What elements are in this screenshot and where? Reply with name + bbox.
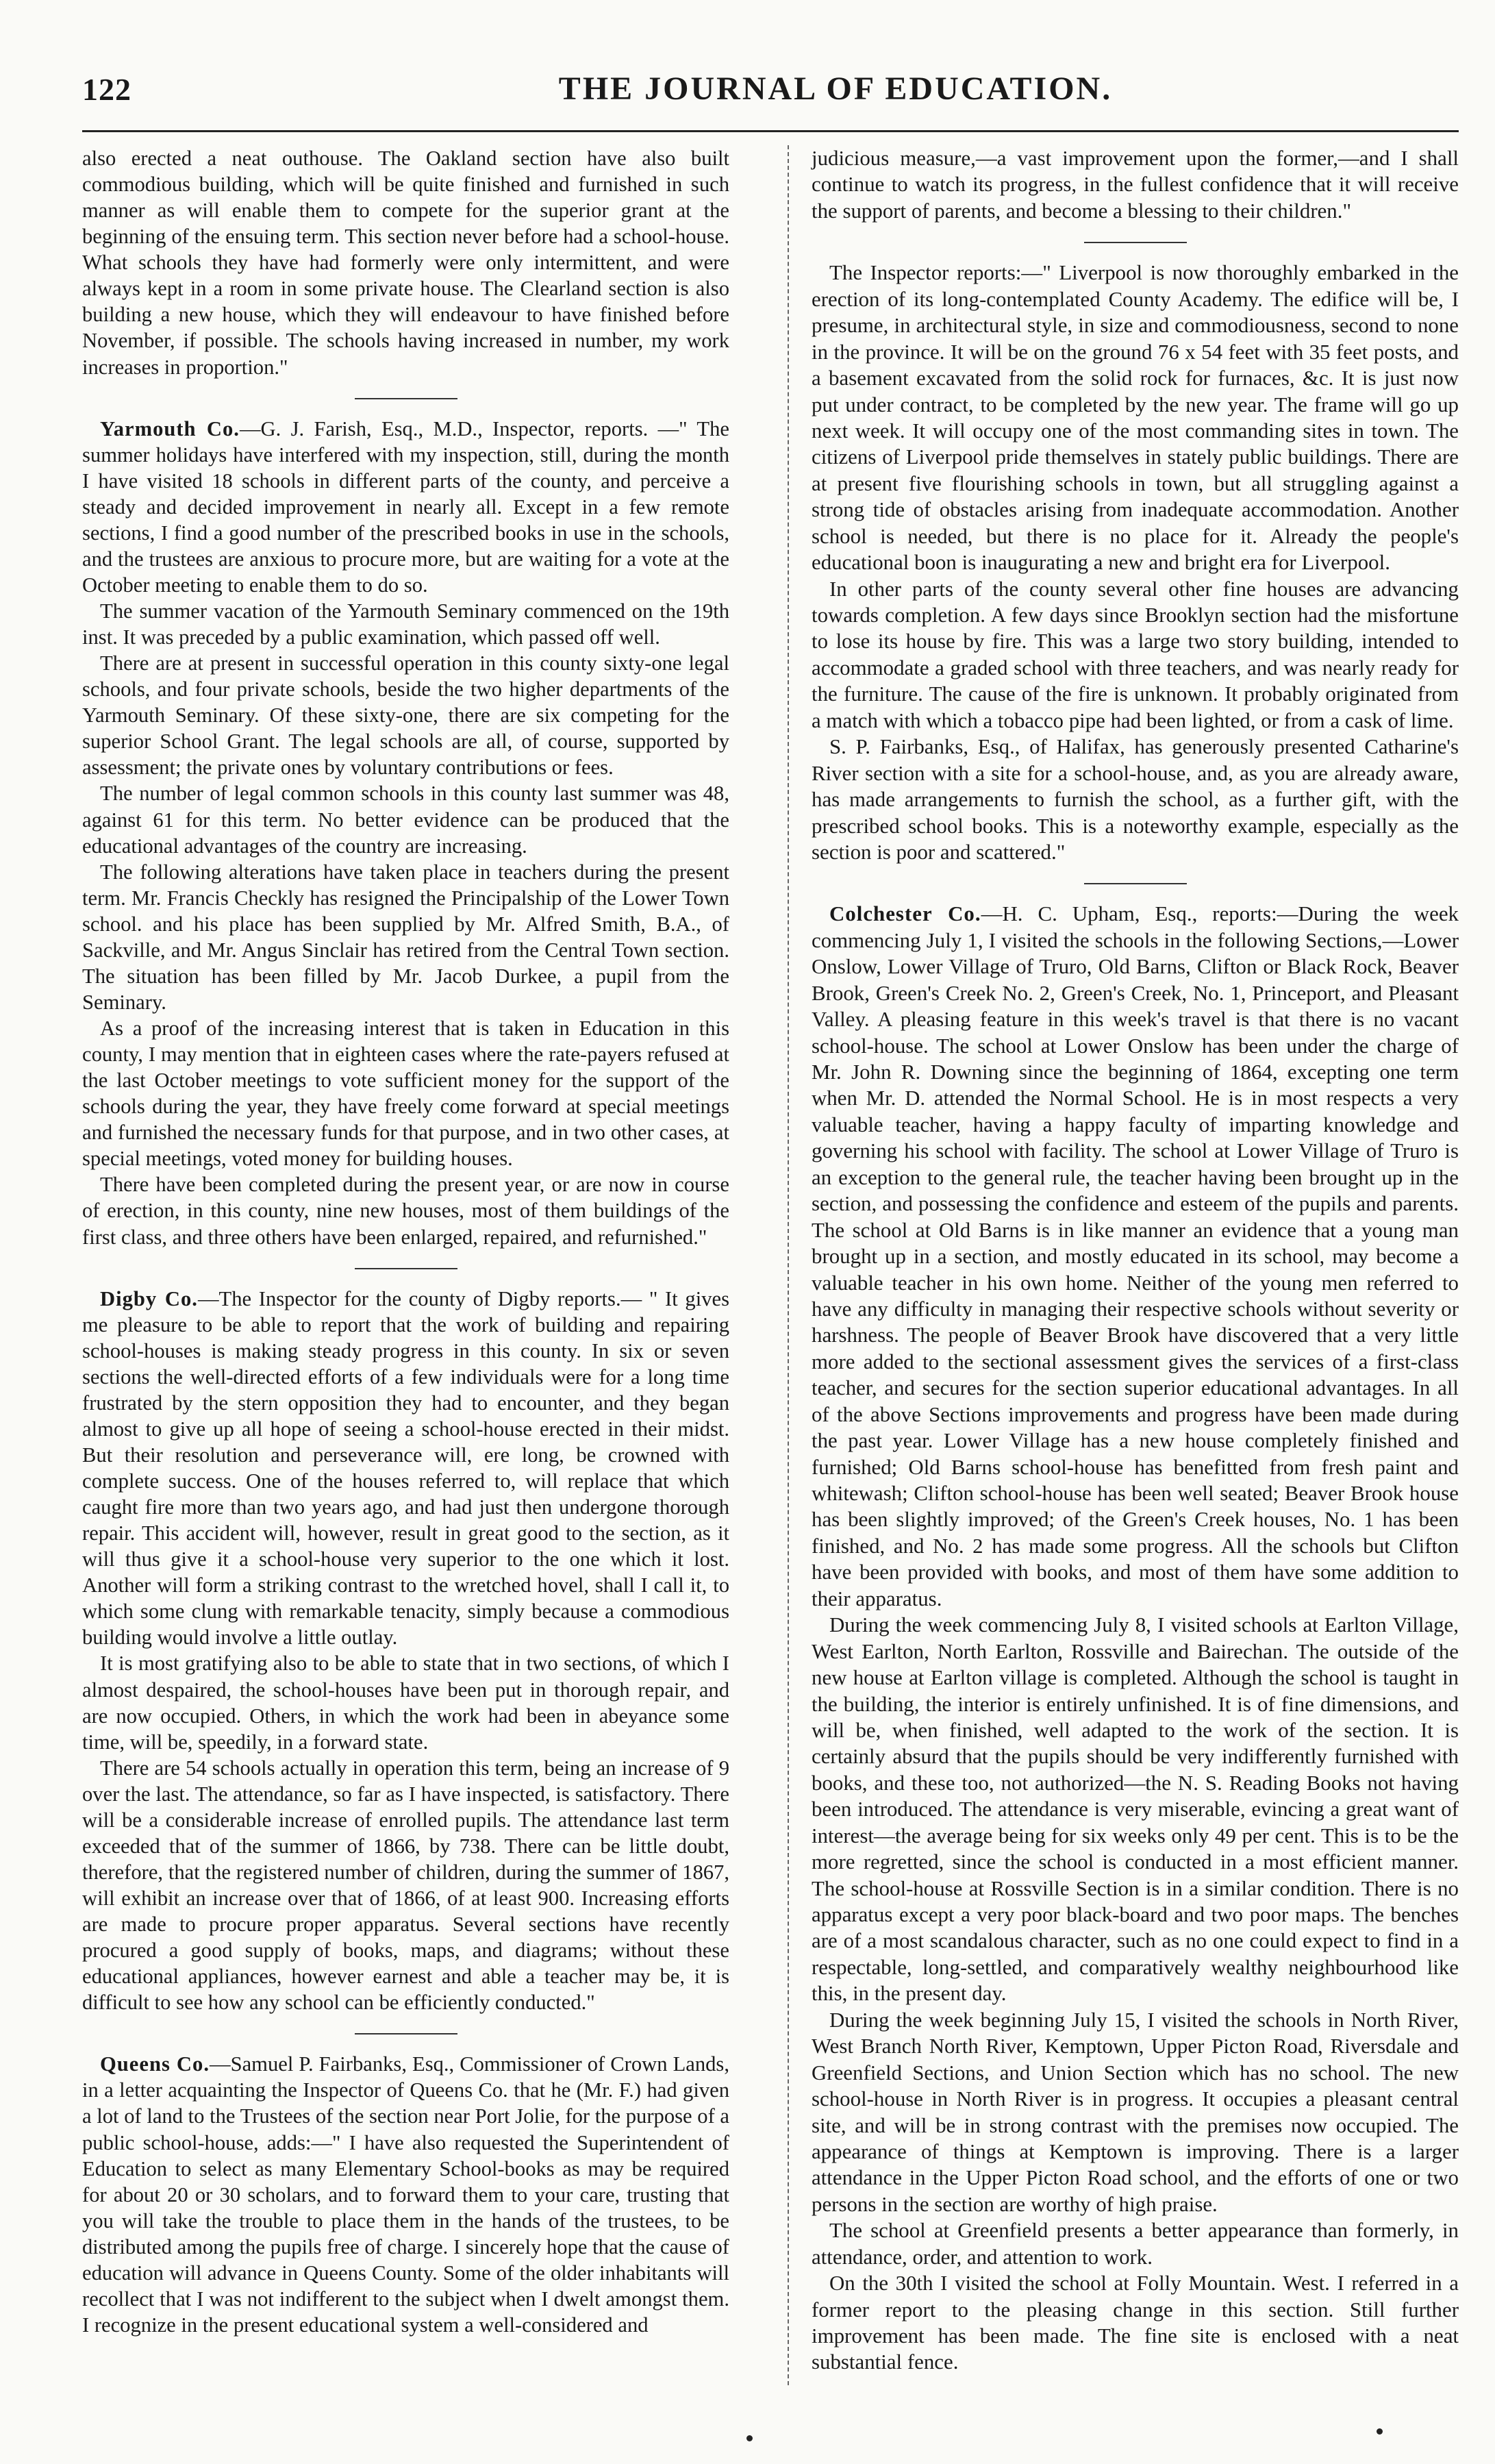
yarmouth-report — [82, 416, 729, 598]
paragraph: The Inspector reports:—" Liverpool is now thoroughly embarked in the erection of its long-contemplated County Academy. The edifice will be, I presume, in architectural style, in size and commodiousness, second to none in the province. It will be on the ground 76 x 54 feet with 35 feet posts, and a basement excavated from the solid rock for furnaces, &c. It is just now put under contract, to be completed by the new year. The frame will go up next week. It will occupy one of the most commanding sites in town. The citizens of Liverpool pride themselves in stately public buildings. There are at present five flourishing schools in town, but all struggling against a strong tide of obstacles arising from inadequate accommodation. Another school is needed, but there is no place for it. Already the people's educational boon is inaugurating a new and bright era for Liverpool. — [812, 260, 1459, 575]
page-header — [82, 63, 1459, 118]
print-speck — [1377, 2428, 1383, 2435]
paragraph-text: —H. C. Upham, Esq., reports:—During the week commencing July 1, I visited the schools in the following Sections,—Lower Onslow, Lower Village of Truro, Old Barns, Clifton or Black Rock, Beaver Brook, Green's Creek No. 2, Green's Creek, No. 1, Princeport, and Pleasant Valley. A pleasing feature in this week's travel is that there is no vacant school-house. The school at Lower Onslow has been under the charge of Mr. John R. Downing since the beginning of 1864, excepting one term when Mr. D. attended the Normal School. He is in most respects a very valuable teacher, having a happy faculty of imparting knowledge and governing his school with facility. The school at Lower Village of Truro is an exception to the general rule, the teacher having been brought up in the section, and possessing the confidence and esteem of the pupils and parents. The school at Old Barns is in like manner an evidence that a young man brought up in a section, and mostly educated in its school, may become a valuable teacher in his own home. Neither of the young men referred to have any difficulty in managing their respective schools without severity or harshness. The people of Beaver Brook have discovered that a very little more added to the sectional assessment gives the services of a first-class teacher, and secures for the section superior educational advantages. In all of the above Sections improvements and progress have been made during the past year. Lower Village has a new house completely finished and furnished; Old Barns school-house has benefitted from fresh paint and whitewash; Clifton school-house has been well seated; Beaver Brook house has been slightly improved; of the Green's Creek houses, No. 1 has been finished, and No. 2 has made some progress. All the schools but Clifton have been provided with books, and most of them have some addition to their apparatus. — [812, 901, 1459, 1610]
section-separator — [355, 1268, 457, 1269]
paragraph: During the week commencing July 8, I visited schools at Earlton Village, West Earlton, North Earlton, Rossville and Bairechan. The outside of the new house at Earlton village is completed. Although the school is taught in the building, the interior is entirely unfinished. It is of fine dimensions, and will be, when finished, well adapted to the work of the section. It is certainly absurd that the pupils should be very indifferently furnished with books, and these too, not authorized—the N. S. Reading Books not having been introduced. The attendance is very miserable, evincing a great want of interest—the average being for six weeks only 49 per cent. This is to be the more regretted, since the school is conducted in a most efficient manner. The school-house at Rossville Section is in a similar condition. There is no apparatus except a very poor black-board and two poor maps. The benches are of a most scandalous character, such as no one could expect to find in a respectable, long-settled, and comparatively wealthy neighbourhood like this, in the present day. — [812, 1613, 1459, 2006]
paragraph: During the week beginning July 15, I visited the schools in North River, West Branch North River, Kemptown, Upper Picton Road, Riversdale and Greenfield Sections, and Union Section which has no school. The new school-house in North River is in progress. It occupies a pleasant central site, and will be in strong contrast with the premises now occupied. The appearance of things at Kemptown is improving. There is a larger attendance in the Upper Picton Road school, and the efforts of one or two persons in the section are worthy of high praise. — [812, 2007, 1459, 2216]
column-divider — [788, 145, 789, 2385]
paragraph: also erected a neat outhouse. The Oakland section have also built commodious building, which will be quite finished and furnished in such manner as will enable them to compete for the superior grant at the beginning of the ensuing term. This section never before had a school-house. What schools they have had formerly were only intermittent, and were always kept in a room in some private house. The Clearland section is also building a new house, which they will endeavour to have finished before November, if possible. The schools having increased in number, my work increases in proportion." — [82, 147, 729, 379]
paragraph: There have been completed during the present year, or are now in course of erection, in this county, nine new houses, most of them buildings of the first class, and three others have been enlarged, repaired, and refurnished." — [82, 1173, 729, 1249]
county-heading: Digby Co. — [100, 1286, 198, 1310]
paragraph-text: —G. J. Farish, Esq., M.D., Inspector, reports. —" The summer holidays have interfered with my inspection, still, during the month I have visited 18 schools in different parts of the county, and perceive a steady and decided improvement in nearly all. Except in a few remote sections, I find a good number of the prescribed books in use in the schools, and the trustees are anxious to procure more, but are waiting for a vote at the October meeting to enable them to do so. — [82, 416, 730, 597]
paragraph: judicious measure,—a vast improvement upon the former,—and I shall continue to watch its progress, in the fullest confidence that it will receive the support of parents, and become a blessing to their children." — [812, 146, 1459, 223]
section-separator — [355, 2033, 457, 2034]
paragraph: The school at Greenfield presents a better appearance than formerly, in attendance, order, and attention to work. — [812, 2218, 1459, 2269]
county-heading: Colchester Co. — [829, 901, 981, 926]
paragraph: In other parts of the county several other fine houses are advancing towards completion. A few days since Brooklyn section had the misfortune to lose its house by fire. This was a large two story building, intended to accommodate a graded school with three teachers, and was nearly ready for the furniture. The cause of the fire is unknown. It probably originated from a match with which a tobacco pipe had been lighted, or from a cask of lime. — [812, 576, 1459, 732]
paragraph-text: —Samuel P. Fairbanks, Esq., Commissioner of Crown Lands, in a letter acquainting the Inspector of Queens Co. that he (Mr. F.) had given a lot of land to the Trustees of the section near Port Jolie, for the purpose of a public school-house, adds:—" I have also requested the Superintendent of Education to select as many Elementary School-books as may be required for about 20 or 30 scholars, and to forward them to your care, trusting that you will take the trouble to place them in the hands of the trustees, to be distributed among the pupils free of charge. I sincerely hope that the cause of education will advance in Queens County. Some of the older inhabitants will recollect that I was not indifferent to the subject when I dwelt amongst them. I recognize in the present educational system a well-considered and — [82, 2052, 729, 2337]
paragraph: On the 30th I visited the school at Folly Mountain. West. I referred in a former report to the pleasing change in this section. Still further improvement has been made. The fine site is enclosed with a neat substantial fence. — [812, 2271, 1459, 2374]
paragraph: There are at present in successful operation in this county sixty-one legal schools, and four private schools, beside the two higher departments of the Yarmouth Seminary. Of these sixty-one, there are six competing for the superior School Grant. The legal schools are all, of course, supported by assessment; the private ones by voluntary contributions or fees. — [82, 651, 729, 780]
journal-title: THE JOURNAL OF EDUCATION. — [558, 71, 1113, 107]
paragraph: The following alterations have taken place in teachers during the present term. Mr. Francis Checkly has resigned the Principalship of the Lower Town school. and his place has been supplied by Mr. Alfred Smith, B.A., of Sackville, and Mr. Angus Sinclair has retired from the Central Town section. The situation has been filled by Mr. Jacob Durkee, a pupil from the Seminary. — [82, 860, 729, 1014]
paragraph: The summer vacation of the Yarmouth Seminary commenced on the 19th inst. It was preceded by a public examination, which passed off well. — [82, 599, 729, 649]
section-separator — [355, 398, 457, 399]
queens-report — [82, 2051, 729, 2338]
digby-report — [82, 1286, 729, 1651]
section-separator — [1084, 242, 1187, 243]
right-column — [812, 145, 1459, 2376]
page-number: 122 — [82, 72, 131, 107]
paragraph: The number of legal common schools in this county last summer was 48, against 61 for this term. No better evidence can be produced that the educational advantages of the country are increasing. — [82, 782, 729, 858]
colchester-report — [812, 901, 1459, 1612]
county-heading: Yarmouth Co. — [100, 416, 240, 440]
section-separator — [1084, 883, 1187, 884]
paragraph: It is most gratifying also to be able to state that in two sections, of which I almost despaired, the school-houses have been put in thorough repair, and are now occupied. Others, in which the work had been in abeyance some time, will be, speedily, in a forward state. — [82, 1652, 729, 1754]
left-column — [82, 145, 729, 2338]
print-speck — [746, 2435, 753, 2441]
paragraph: S. P. Fairbanks, Esq., of Halifax, has generously presented Catharine's River section with a site for a school-house, and, as you are already aware, has made arrangements to furnish the school, as a further gift, with the prescribed school books. This is a noteworthy example, especially as the section is poor and scattered." — [812, 734, 1459, 864]
county-heading: Queens Co. — [100, 2052, 210, 2076]
paragraph: There are 54 schools actually in operation this term, being an increase of 9 over the last. The attendance, so far as I have inspected, is satisfactory. There will be a considerable increase of enrolled pupils. The attendance last term exceeded that of the summer of 1866, by 738. There can be little doubt, therefore, that the registered number of children, during the summer of 1867, will exhibit an increase over that of 1866, of at least 900. Increasing efforts are made to procure proper apparatus. Several sections have recently procured a good supply of books, maps, and diagrams; without these educational appliances, however earnest and able a teacher may be, it is difficult to see how any school can be efficiently conducted." — [82, 1756, 729, 2015]
paragraph: As a proof of the increasing interest that is taken in Education in this county, I may mention that in eighteen cases where the rate-payers refused at the last October meetings to vote sufficient money for the support of the schools during the year, they have freely come forward at special meetings and furnished the necessary funds for that purpose, and in two other cases, at special meetings, voted money for building houses. — [82, 1017, 729, 1171]
paragraph-text: —The Inspector for the county of Digby reports.— " It gives me pleasure to be able to report that the work of building and repairing school-houses is making steady progress in this county. In six or seven sections the well-directed efforts of a few individuals were for a long time frustrated by the stern opposition they had to encounter, and they began almost to give up all hope of seeing a school-house erected in their midst. But their resolution and perseverance will, ere long, be crowned with complete success. One of the houses referred to, will replace that which caught fire more than two years ago, and had just then undergone thorough repair. This accident will, however, result in great good to the section, as it will thus give it a school-house very superior to the one which it lost. Another will form a striking contrast to the wretched hovel, shall I call it, to which some clung with remarkable tenacity, simply because a commodious building would involve a little outlay. — [82, 1286, 730, 1650]
header-rule — [82, 130, 1459, 132]
